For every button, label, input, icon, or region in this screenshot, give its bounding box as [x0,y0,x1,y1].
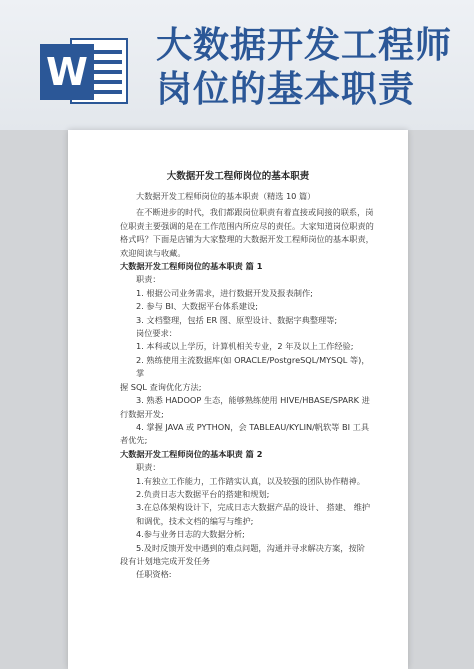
intro-paragraph: 在不断进步的时代，我们都跟岗位职责有着直接或间接的联系，岗位职责主要强调的是在工作范围内所应尽的责任。大家知道岗位职责的格式吗？下面是店铺为大家整理的大数据开发工程师岗位的基本职责，欢迎阅读与收藏。 [120,207,374,258]
section-1-req-2: 2. 熟练使用主流数据库(如 ORACLE/PostgreSQL/MYSQL 等)，掌 [136,354,370,379]
section-2-duty-4: 4.参与业务日志的大数据分析; [136,529,245,540]
word-logo-letter: W [40,44,94,100]
section-2-duty-1: 1.有独立工作能力，工作踏实认真，以及较强的团队协作精神。 [136,475,365,486]
document-subtitle: 大数据开发工程师岗位的基本职责（精选 10 篇） [136,191,316,201]
section-1-duty-2: 2. 参与 BI、大数据平台体系建设; [136,301,259,312]
section-2-duty-3: 3.在总体架构设计下，完成日志大数据产品的设计、 搭建、 维护 [136,502,371,513]
section-1-req-3-cont: 行数据开发; [120,408,164,419]
section-1-heading: 大数据开发工程师岗位的基本职责 篇 1 [120,261,263,272]
section-1-req-1: 1. 本科或以上学历，计算机相关专业，2 年及以上工作经验; [136,341,354,352]
section-2-duty-5: 5.及时反馈开发中遇到的难点问题，沟通并寻求解决方案，按阶 [136,542,365,553]
section-1-req-4: 4. 掌握 JAVA 或 PYTHON，会 TABLEAU/KYLIN/帆软等 BI 工具 [136,421,370,432]
section-2-heading: 大数据开发工程师岗位的基本职责 篇 2 [120,448,263,459]
page-title: 大数据开发工程师岗位的基本职责 [156,25,453,110]
section-1-req-3: 3. 熟悉 HADOOP 生态，能够熟练使用 HIVE/HBASE/SPARK 进 [136,395,370,406]
section-1-req-4-cont: 者优先; [120,435,148,446]
section-2-duty-3-cont: 和调优，技术文档的编写与维护; [136,515,254,526]
section-1-req-2-cont: 握 SQL 查询优化方法; [120,381,202,392]
document-page [68,130,408,669]
section-2-qual-label: 任职资格: [136,569,172,580]
word-icon [40,34,136,110]
section-1-req-label: 岗位要求： [136,328,177,339]
section-2-duty-2: 2.负责日志大数据平台的搭建和规划; [136,488,270,499]
section-1-duty-label: 职责： [136,274,161,285]
section-1-duty-3: 3. 文档整理，包括 ER 图、原型设计、数据字典整理等; [136,314,338,325]
header-banner [0,0,474,130]
document-title: 大数据开发工程师岗位的基本职责 [166,171,310,182]
section-2-duty-label: 职责： [136,462,161,473]
section-2-duty-5-cont: 段有计划地完成开发任务 [120,555,211,566]
section-1-duty-1: 1. 根据公司业务需求，进行数据开发及报表制作; [136,287,313,298]
document-body [120,190,376,582]
